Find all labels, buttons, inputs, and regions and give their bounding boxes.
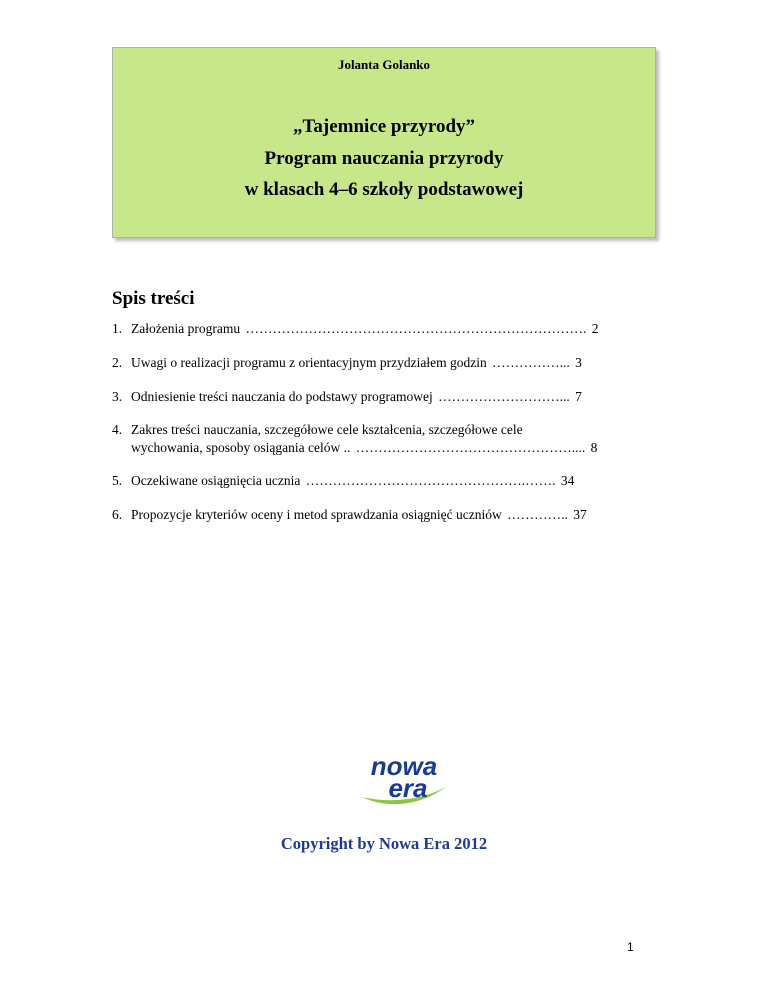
toc-entry-label-line1: Zakres treści nauczania, szczegółowe cele kształcenia, szczegółowe cele [131, 422, 523, 437]
toc-entry-page: 8 [590, 440, 598, 455]
toc-entry-label: Założenia programu [131, 321, 241, 336]
toc-entry-number: 6. [112, 507, 123, 522]
toc-entry [112, 354, 657, 372]
toc-entry-number: 2. [112, 355, 123, 370]
toc-entry-number: 1. [112, 321, 123, 336]
toc-entry-page: 2 [591, 321, 599, 336]
toc-entry-number: 4. [112, 422, 123, 437]
toc-entry [112, 506, 657, 524]
toc-entry-label: Oczekiwane osiągnięcia ucznia [131, 473, 301, 488]
toc-entry [112, 472, 657, 490]
toc-entry-page: 37 [573, 507, 587, 522]
document-subtitle: Program nauczania przyrody [264, 148, 504, 169]
nowa-era-logo [358, 751, 450, 817]
toc-entry-leader: ………………………………………….... [355, 440, 586, 455]
toc-entry-number: 3. [112, 389, 123, 404]
copyright-notice: Copyright by Nowa Era 2012 [280, 834, 488, 853]
toc-entry [112, 320, 657, 338]
toc-entry-leader: ………….. [507, 507, 568, 522]
toc-entry-leader: ………………………... [438, 389, 570, 404]
title-box [112, 47, 656, 238]
author-name: Jolanta Golanko [337, 57, 431, 72]
svg-text:nowa: nowa [370, 751, 438, 781]
toc-heading: Spis treści [112, 288, 195, 309]
document-subtitle-grade: w klasach 4–6 szkoły podstawowej [244, 179, 524, 200]
toc-entry-label: Odniesienie treści nauczania do podstawy programowej [131, 389, 433, 404]
toc-entry-page: 34 [560, 473, 575, 488]
svg-text:era: era [388, 773, 428, 803]
toc-entry-page: 3 [575, 355, 582, 370]
document-title: „Tajemnice przyrody” [292, 116, 476, 137]
toc-entry-label: Propozycje kryteriów oceny i metod sprawdzania osiągnięć uczniów [131, 507, 502, 522]
toc-entry-leader: ………………………………………….……. [305, 473, 556, 488]
toc-entry-number: 5. [112, 473, 123, 488]
toc-entry [112, 421, 657, 457]
toc-entry-leader: …………………………………………………………………. [245, 321, 587, 336]
toc-entry-leader: ……………... [492, 355, 570, 370]
page-number: 1 [627, 940, 634, 954]
toc-entry-label: wychowania, sposoby osiągania celów .. [131, 440, 351, 455]
toc-entry-page: 7 [575, 389, 582, 404]
toc-entry [112, 388, 657, 406]
toc-entry-label: Uwagi o realizacji programu z orientacyjnym przydziałem godzin [131, 355, 487, 370]
